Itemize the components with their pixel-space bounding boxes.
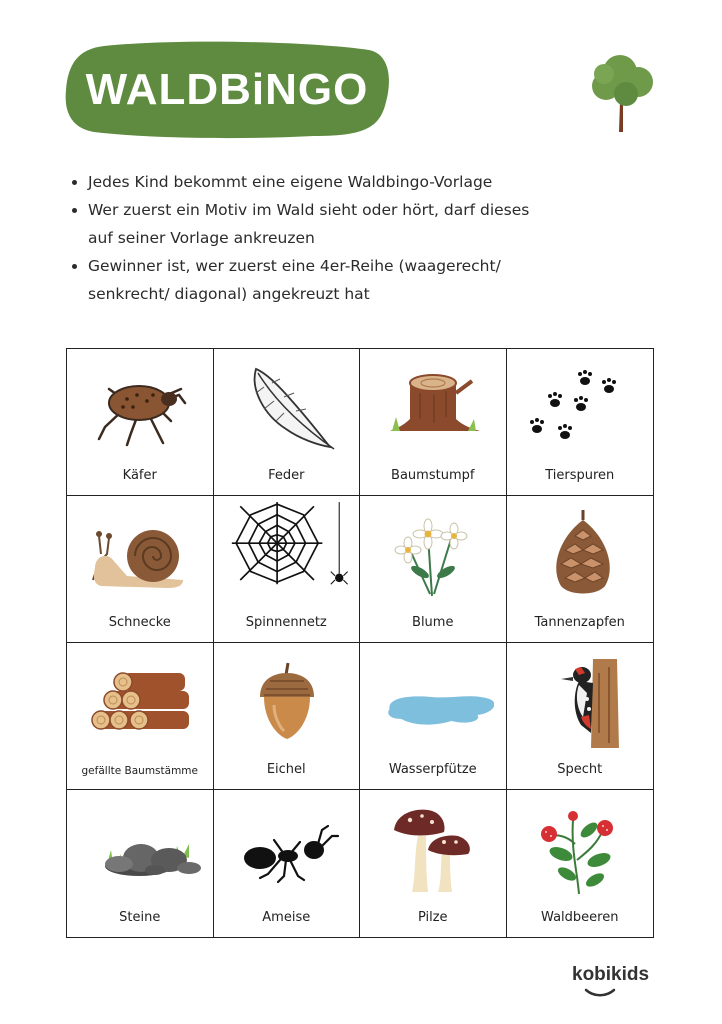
rule-item: • Wer zuerst ein Motiv im Wald sieht oder hört, darf dieses auf seiner Vorlage ankreuzen (88, 196, 558, 252)
bingo-cell-ameise[interactable] (214, 790, 361, 937)
bingo-cell-baumstaemme[interactable] (67, 643, 214, 790)
bingo-cell-tierspuren[interactable] (507, 349, 654, 496)
logs-icon (87, 653, 192, 748)
cell-label: Käfer (122, 468, 157, 483)
cell-label: Wasserpfütze (388, 762, 477, 777)
brand-logo (572, 964, 658, 998)
bingo-cell-wasserpfuetze[interactable] (360, 643, 507, 790)
cell-label: Steine (119, 910, 161, 925)
bingo-cell-baumstumpf[interactable] (360, 349, 507, 496)
cell-label: Tannenzapfen (534, 615, 625, 630)
stones-icon (79, 800, 204, 895)
cell-label: Eichel (266, 762, 306, 777)
feather-icon (234, 359, 339, 454)
woodpecker-icon (527, 653, 632, 748)
bingo-grid (66, 348, 654, 938)
cell-label: Specht (557, 762, 603, 777)
title-banner (64, 40, 390, 140)
cell-label: Baumstumpf (391, 468, 475, 483)
puddle-icon (374, 653, 494, 748)
rule-item: • Gewinner ist, wer zuerst eine 4er-Reihe (waagerecht/ senkrecht/ diagonal) angekreuzt hat (88, 252, 558, 308)
beetle-icon (87, 359, 192, 454)
rules-list (70, 168, 558, 308)
bingo-cell-blume[interactable] (360, 496, 507, 643)
cell-label: Waldbeeren (541, 910, 619, 925)
cell-label: Tierspuren (545, 468, 615, 483)
bingo-cell-waldbeeren[interactable] (507, 790, 654, 937)
spider-web-icon (220, 500, 350, 600)
bingo-cell-eichel[interactable] (214, 643, 361, 790)
bingo-cell-spinnennetz[interactable] (214, 496, 361, 643)
bingo-cell-tannenzapfen[interactable] (507, 496, 654, 643)
acorn-icon (234, 653, 339, 748)
rule-item: • Jedes Kind bekommt eine eigene Waldbingo-Vorlage (88, 168, 558, 196)
brand-name: kobikids (572, 964, 650, 985)
cell-label: Spinnennetz (245, 615, 327, 630)
bingo-cell-kaefer[interactable] (67, 349, 214, 496)
cell-label: Ameise (262, 910, 311, 925)
ant-icon (234, 800, 339, 895)
bingo-cell-steine[interactable] (67, 790, 214, 937)
bingo-cell-schnecke[interactable] (67, 496, 214, 643)
bingo-cell-feder[interactable] (214, 349, 361, 496)
paw-prints-icon (527, 359, 632, 454)
mushrooms-icon (380, 800, 485, 895)
smile-icon (572, 964, 658, 998)
pine-cone-icon (527, 506, 632, 601)
tree-icon (586, 52, 656, 134)
cell-label: Blume (412, 615, 454, 630)
bingo-cell-specht[interactable] (507, 643, 654, 790)
snail-icon (87, 506, 192, 601)
flower-icon (380, 506, 485, 601)
cell-label: Pilze (417, 910, 448, 925)
page-title: WALDBiNGO (85, 65, 369, 114)
cell-label: Schnecke (108, 615, 171, 630)
cell-label: Feder (268, 468, 305, 483)
tree-stump-icon (380, 359, 485, 454)
berries-icon (527, 800, 632, 895)
cell-label: gefällte Baumstämme (81, 765, 198, 777)
bingo-cell-pilze[interactable] (360, 790, 507, 937)
